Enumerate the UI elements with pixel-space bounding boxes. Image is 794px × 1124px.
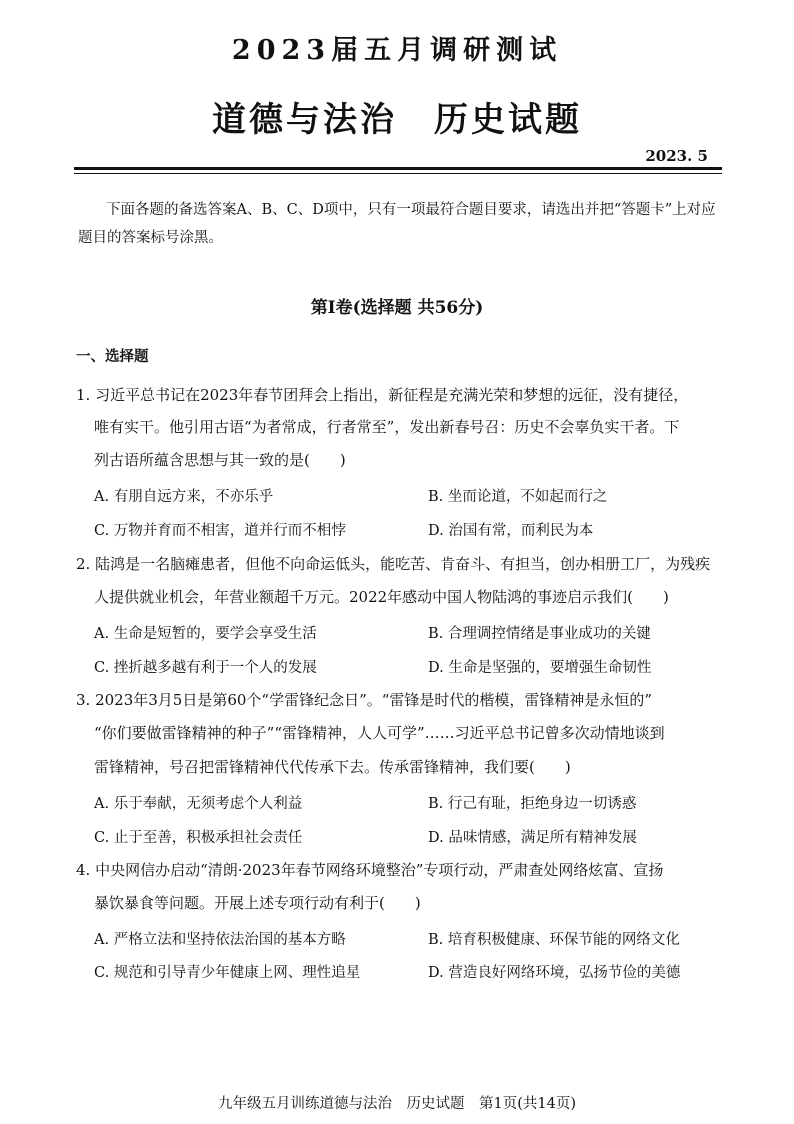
option-a: A. 乐于奉献，无须考虑个人利益 [94,796,303,812]
question-text-line: 雷锋精神，号召把雷锋精神代代传承下去。传承雷锋精神，我们要( ) [94,758,571,776]
option-a: A. 严格立法和坚持依法治国的基本方略 [94,932,346,948]
question-text-line: 1. 习近平总书记在2023年春节团拜会上指出，新征程是充满光荣和梦想的远征，没有捷径， [76,386,689,404]
instruction-text: 下面各题的备选答案A、B、C、D项中，只有一项最符合题目要求，请选出并把“答题卡”上对应题目的答案标号涂黑。 [78,202,716,246]
question-text-line: 暴饮暴食等问题。开展上述专项行动有利于( ) [94,894,421,912]
question-text-line: 列古语所蕴含思想与其一致的是( ) [94,451,346,469]
question-text-line: 3. 2023年3月5日是第60个“学雷锋纪念日”。“雷锋是时代的楷模，雷锋精神是永恒的” [76,691,653,709]
exam-date: 2023. 5 [645,147,708,165]
question-text-line: 2. 陆鸿是一名脑瘫患者，但他不向命运低头，能吃苦、肯奋斗、有担当，创办相册工厂，为残疾 [76,555,711,573]
header-rule-thick [74,167,722,170]
question-text-line: 唯有实干。他引用古语“为者常成，行者常至”，发出新春号召：历史不会辜负实干者。下 [94,418,680,436]
section-title: 一、选择题 [76,348,149,365]
option-d: D. 生命是坚强的，要增强生命韧性 [428,660,652,676]
header-rule-thin [74,173,722,174]
option-a: A. 有朋自远方来，不亦乐乎 [94,489,274,505]
option-d: D. 品味情感，满足所有精神发展 [428,830,637,846]
option-c: C. 规范和引导青少年健康上网、理性追星 [94,965,361,981]
question-text-line: 4. 中央网信办启动“清朗·2023年春节网络环境整治”专项行动，严肃查处网络炫富、宣扬 [76,861,664,879]
page-footer: 九年级五月训练道德与法治 历史试题 第1页(共14页) [218,1096,576,1112]
option-b: B. 培育积极健康、环保节能的网络文化 [428,932,680,948]
option-c: C. 万物并育而不相害，道并行而不相悖 [94,523,346,539]
exam-main-title: 2023届五月调研测试 [231,35,563,66]
option-d: D. 营造良好网络环境，弘扬节俭的美德 [428,965,681,981]
question-text-line: 人提供就业机会，年营业额超千万元。2022年感动中国人物陆鸿的事迹启示我们( ) [94,588,669,606]
option-c: C. 止于至善，积极承担社会责任 [94,830,303,846]
volume-title: 第Ⅰ卷(选择题 共56分) [310,298,484,318]
option-b: B. 坐而论道，不如起而行之 [428,489,608,505]
exam-subject-title: 道德与法治 历史试题 [212,100,582,140]
option-a: A. 生命是短暂的，要学会享受生活 [94,626,317,642]
option-b: B. 行己有耻，拒绝身边一切诱惑 [428,796,637,812]
option-d: D. 治国有常，而利民为本 [428,523,594,539]
option-b: B. 合理调控情绪是事业成功的关键 [428,626,651,642]
option-c: C. 挫折越多越有利于一个人的发展 [94,660,317,676]
question-text-line: “你们要做雷锋精神的种子”“雷锋精神，人人可学”……习近平总书记曾多次动情地谈到 [94,724,665,742]
